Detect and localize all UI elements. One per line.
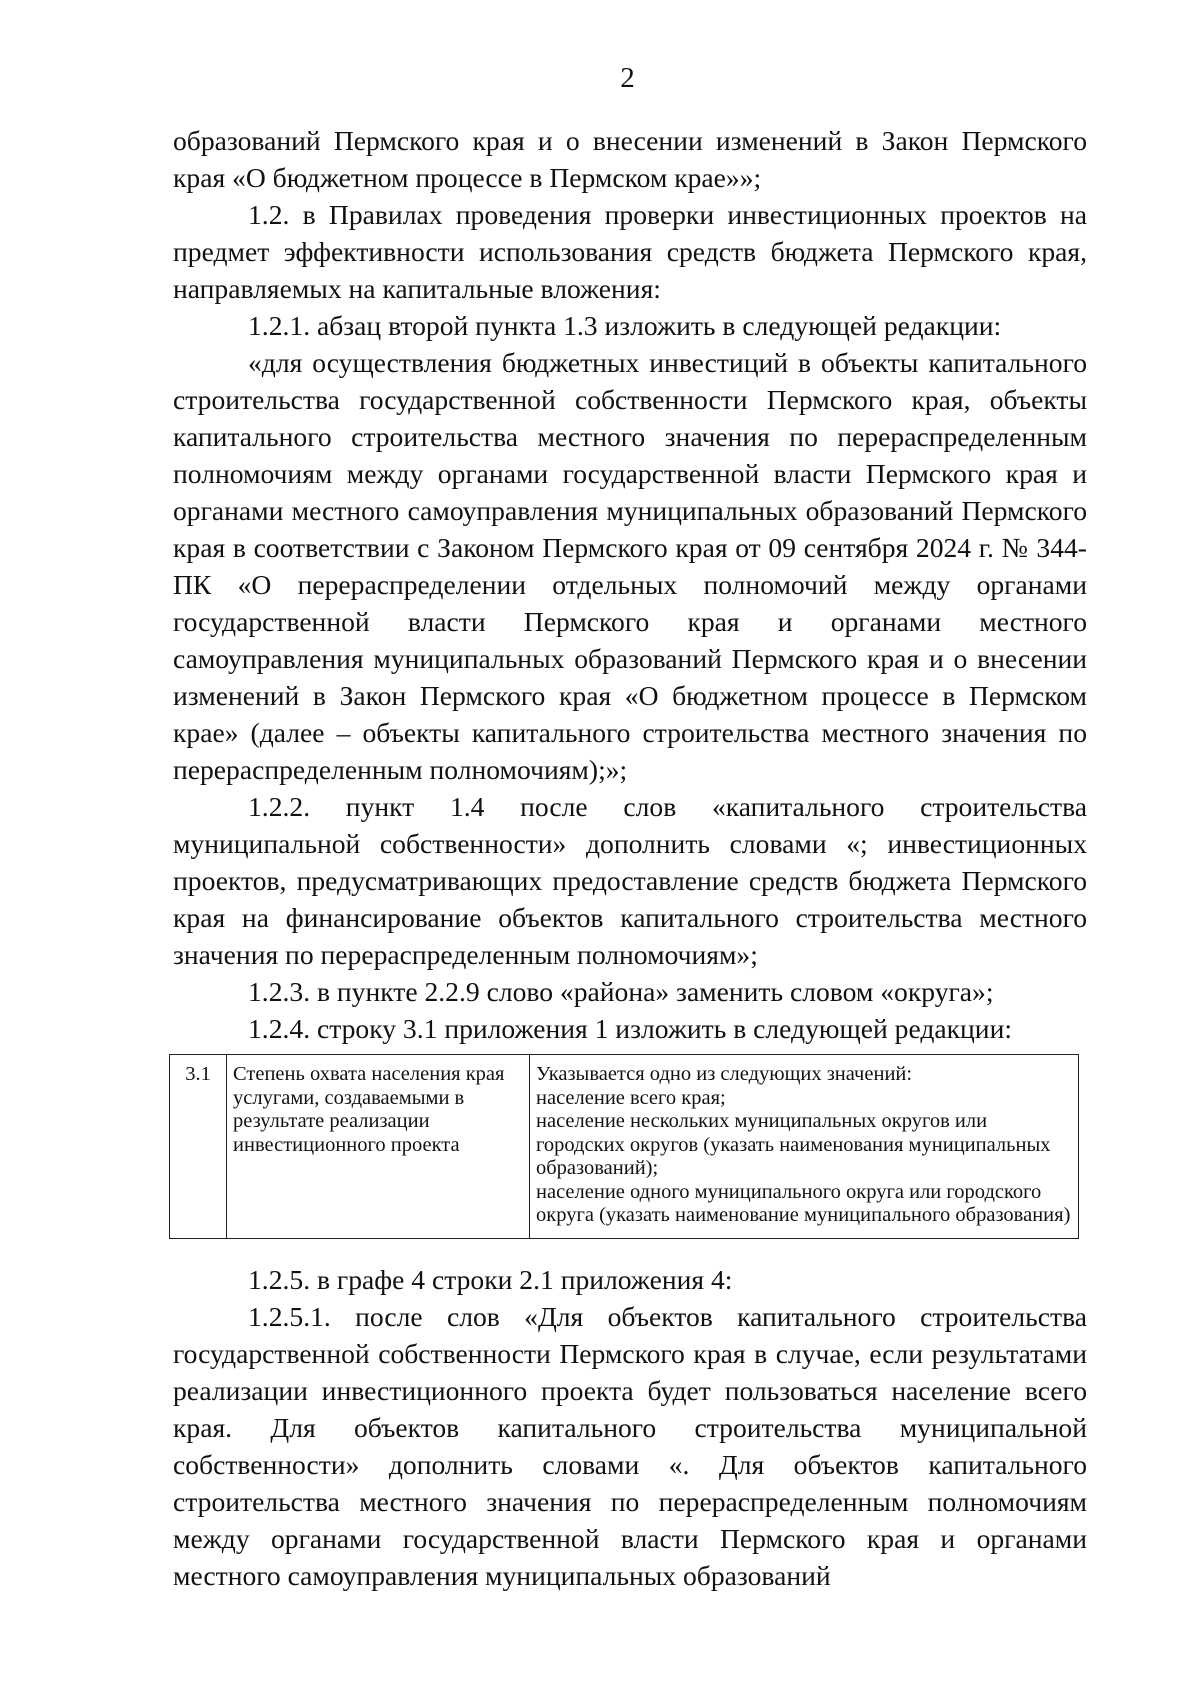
paragraph-1-2-5: 1.2.5. в графе 4 строки 2.1 приложения 4:: [248, 1263, 733, 1295]
paragraph-1-2-1: 1.2.1. абзац второй пункта 1.3 изложить в следующей редакции:: [248, 310, 1002, 341]
paragraph-continuation: образований Пермского края и о внесении изменений в Закон Пермского края «О бюджетном процессе в Пермском крае»»;: [173, 125, 1087, 193]
paragraph-1-2-5-1: 1.2.5.1. после слов «Для объектов капитального строительства государственной собственности Пермского края в случае, если результатами реализации инвестиционного проекта будет пользоваться население всего края. Для объектов капитального строительства муниципальной собственности» дополнить словами «. Для объектов капитального строительства местного значения по перераспределенным полномочиям между органами государственной власти Пермского края и органами местного самоуправления муниципальных образований: [173, 1300, 1087, 1591]
paragraph-quoted-definition: «для осуществления бюджетных инвестиций в объекты капитального строительства государственной собственности Пермского края, объекты капитального строительства местного значения по перераспределенным полномочиям между органами государственной власти Пермского края и органами местного самоуправления муниципальных образований Пермского края в соответствии с Законом Пермского края от 09 сентября 2024 г. № 344-ПК «О перераспределении отдельных полномочий между органами государственной власти Пермского края и органами местного самоуправления муниципальных образований Пермского края и о внесении изменений в Закон Пермского края «О бюджетном процессе в Пермском крае» (далее – объекты капитального строительства местного значения по перераспределенным полномочиям);»;: [173, 347, 1087, 785]
indicator-cell: Степень охвата населения края услугами, создаваемыми в результате реализации инвестиционного проекта: [227, 1055, 530, 1239]
value-line: население нескольких муниципальных округов или городских округов (указать наименования муниципальных образований);: [536, 1110, 1051, 1179]
value-cell: [530, 1055, 1079, 1239]
value-line: Указывается одно из следующих значений:: [536, 1063, 913, 1085]
paragraph-1-2-3: 1.2.3. в пункте 2.2.9 слово «района» заменить словом «округа»;: [248, 976, 994, 1007]
paragraph-1-2-4: 1.2.4. строку 3.1 приложения 1 изложить в следующей редакции:: [248, 1013, 1013, 1044]
paragraph-1-2-2: 1.2.2. пункт 1.4 после слов «капитального строительства муниципальной собственности» дополнить словами «; инвестиционных проектов, предусматривающих предоставление средств бюджета Пермского края на финансирование объектов капитального строительства местного значения по перераспределенным полномочиям»;: [173, 791, 1087, 970]
paragraph-1-2: 1.2. в Правилах проведения проверки инвестиционных проектов на предмет эффективности использования средств бюджета Пермского края, направляемых на капитальные вложения:: [173, 199, 1087, 304]
value-line: население всего края;: [536, 1086, 726, 1109]
document-body: [173, 122, 1087, 1594]
row-number-cell: 3.1: [170, 1055, 227, 1239]
value-line: население одного муниципального округа или городского округа (указать наименование муниципального образования): [536, 1180, 1071, 1226]
page-number: 2: [620, 62, 635, 94]
table-row: [170, 1055, 1079, 1239]
appendix-row-table: [169, 1054, 1079, 1239]
table-wrapper: [169, 1054, 1079, 1239]
